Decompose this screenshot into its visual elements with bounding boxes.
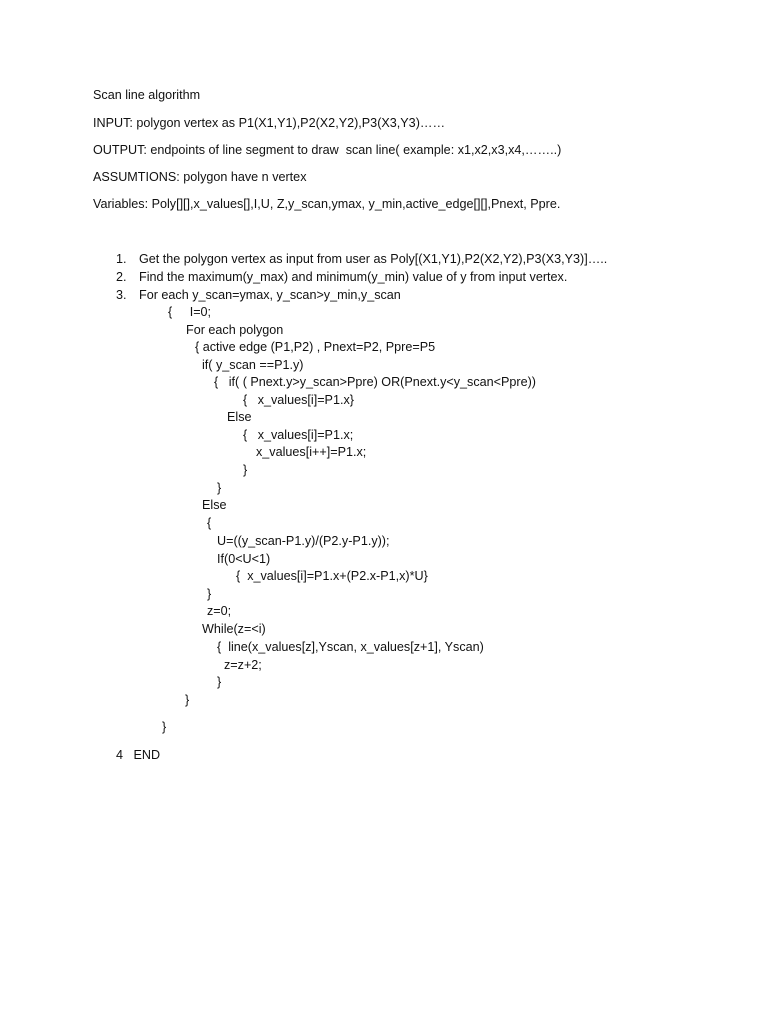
code-line: { x_values[i]=P1.x} [243,393,354,407]
code-line: U=((y_scan-P1.y)/(P2.y-P1.y)); [217,534,390,548]
code-line: } [207,587,212,601]
variables-line: Variables: Poly[][],x_values[],I,U, Z,y_scan,ymax, y_min,active_edge[][],Pnext, Ppre. [93,197,561,211]
step-text: For each y_scan=ymax, y_scan>y_min,y_scan [139,288,401,302]
code-line: If(0<U<1) [217,552,271,566]
end-step: 4 END [116,748,161,762]
code-line: For each polygon [186,323,284,337]
doc-title: Scan line algorithm [93,88,201,102]
step-text: Get the polygon vertex as input from user as Poly[(X1,Y1),P2(X2,Y2),P3(X3,Y3)]….. [139,252,608,266]
assumptions-line: ASSUMTIONS: polygon have n vertex [93,170,307,184]
code-line: } [185,693,190,707]
code-line: } [162,720,167,734]
code-line: { line(x_values[z],Yscan, x_values[z+1], Yscan) [217,640,484,654]
code-line: { x_values[i]=P1.x; [243,428,354,442]
step-number: 1. [116,252,127,266]
code-line: z=0; [207,604,232,618]
step-number: 2. [116,270,127,284]
step-text: Find the maximum(y_max) and minimum(y_min) value of y from input vertex. [139,270,568,284]
code-line: Else [202,498,227,512]
code-line: x_values[i++]=P1.x; [256,445,367,459]
input-line: INPUT: polygon vertex as P1(X1,Y1),P2(X2,Y2),P3(X3,Y3)…… [93,116,446,130]
code-line: z=z+2; [224,658,262,672]
code-line: { active edge (P1,P2) , Pnext=P2, Ppre=P5 [195,340,436,354]
code-line: } [243,463,248,477]
code-line: { x_values[i]=P1.x+(P2.x-P1,x)*U} [236,569,428,583]
code-line: } [217,675,222,689]
code-line: Else [227,410,252,424]
code-line: { [207,516,212,530]
code-line: { if( ( Pnext.y>y_scan>Ppre) OR(Pnext.y<y_scan<Ppre)) [214,375,536,389]
code-line: { I=0; [168,305,212,319]
code-line: } [217,481,222,495]
step-number: 3. [116,288,127,302]
code-line: While(z=<i) [202,622,266,636]
code-line: if( y_scan ==P1.y) [202,358,304,372]
output-line: OUTPUT: endpoints of line segment to draw scan line( example: x1,x2,x3,x4,……..) [93,143,562,157]
